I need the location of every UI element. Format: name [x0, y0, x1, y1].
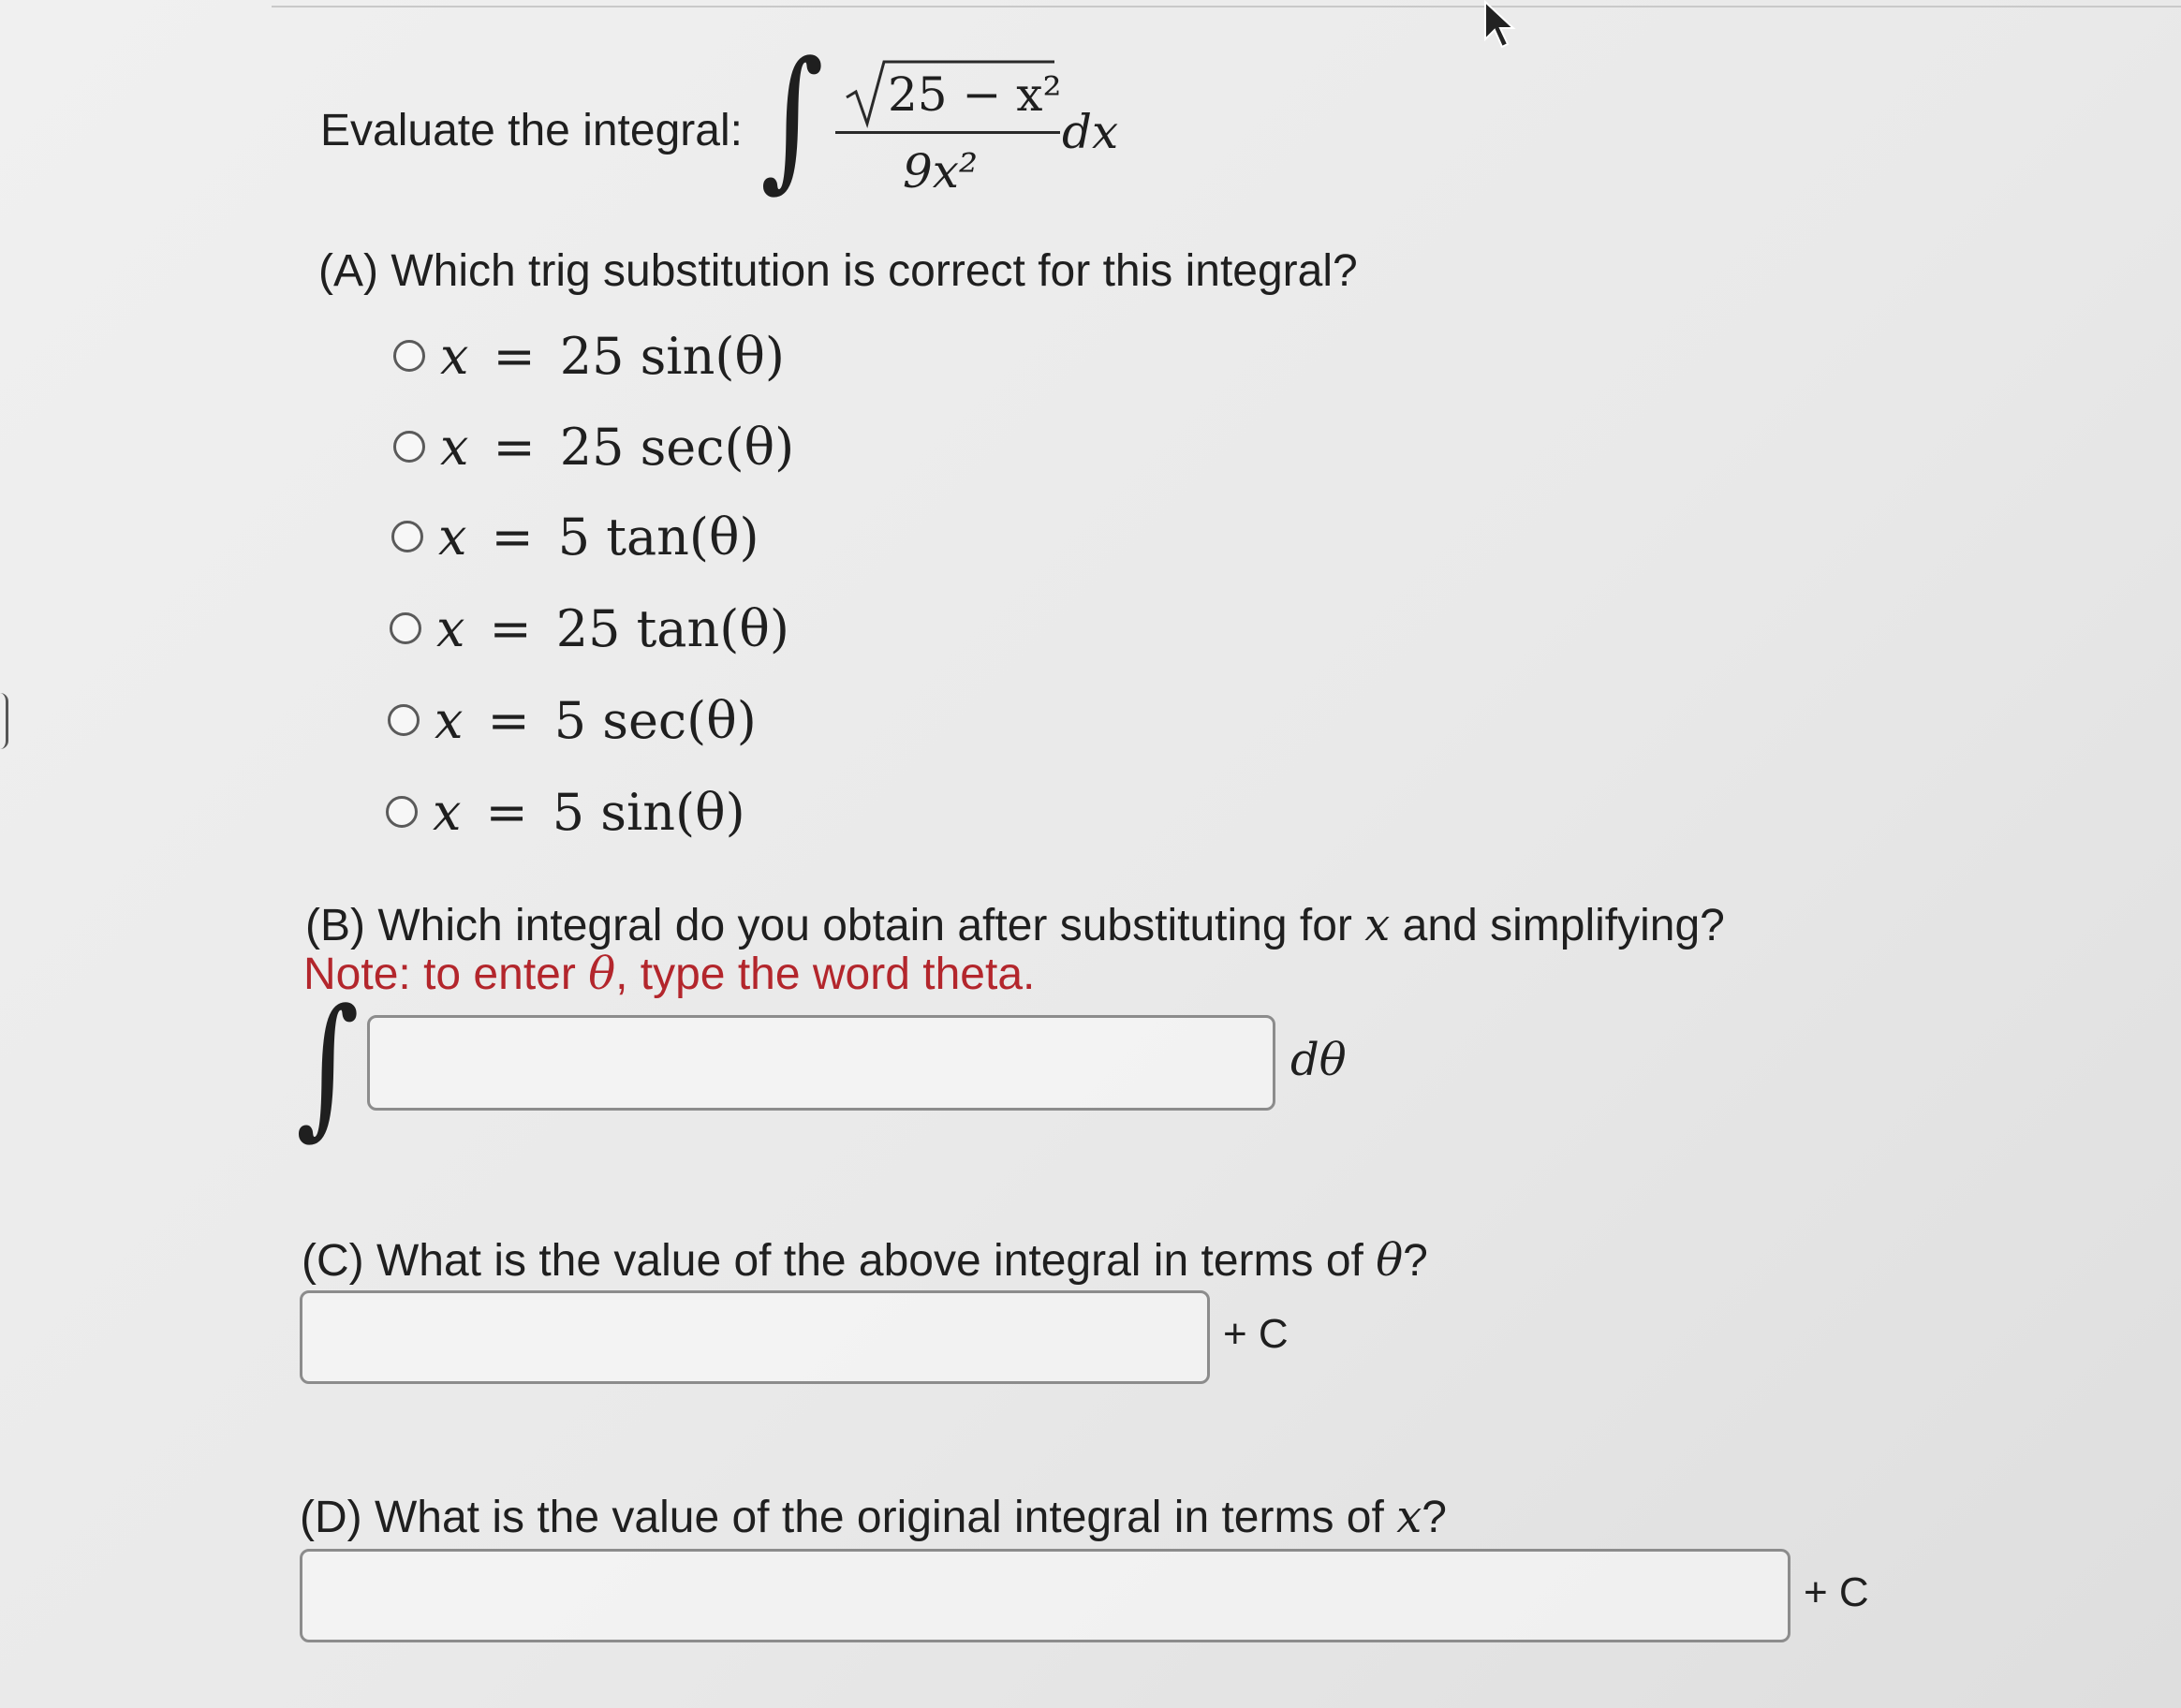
option-lhs: x — [435, 690, 464, 750]
integrand-numerator: 25 − x² — [888, 67, 1062, 122]
part-d-question — [300, 1491, 1447, 1543]
radio-button[interactable] — [390, 612, 421, 644]
option-rhs: 25 sec(θ) — [559, 417, 795, 477]
option-rhs: 25 tan(θ) — [555, 598, 789, 658]
radio-button[interactable] — [386, 796, 418, 828]
option-lhs: x — [440, 326, 469, 386]
integrand-denominator: 9x² — [903, 144, 979, 199]
part-b-integral-sign: ∫ — [296, 976, 360, 1154]
option-eq: = — [485, 782, 528, 842]
option-row[interactable] — [390, 596, 789, 661]
part-d-answer-box[interactable] — [300, 1549, 1790, 1642]
option-eq: = — [493, 326, 536, 386]
part-c-answer-input[interactable] — [302, 1293, 1207, 1381]
option-eq: = — [493, 417, 536, 477]
integral-sign: ∫ — [760, 28, 824, 206]
mouse-cursor-icon — [1481, 0, 1519, 52]
radio-button[interactable] — [393, 340, 425, 372]
option-lhs: x — [440, 417, 469, 477]
option-lhs: x — [436, 598, 465, 658]
option-rhs: 5 sin(θ) — [552, 782, 745, 842]
part-b-suffix: dθ — [1290, 1034, 1347, 1086]
option-lhs: x — [433, 782, 462, 842]
option-rhs: 5 tan(θ) — [557, 507, 759, 567]
part-c-question-start: (C) What is the value of the above integral in terms of — [302, 1236, 1363, 1286]
top-divider — [272, 6, 2181, 7]
option-eq: = — [491, 507, 534, 567]
part-b-note — [303, 948, 1035, 1000]
option-eq: = — [487, 690, 530, 750]
part-d-question-end: ? — [1422, 1493, 1447, 1542]
part-c-question — [302, 1234, 1428, 1287]
part-b-answer-box[interactable] — [367, 1015, 1275, 1111]
radio-button[interactable] — [388, 704, 420, 736]
part-b-answer-input[interactable] — [370, 1018, 1273, 1108]
option-rhs: 5 sec(θ) — [553, 690, 757, 750]
part-d-question-start: (D) What is the value of the original integral in terms of — [300, 1493, 1384, 1542]
option-row[interactable] — [386, 779, 745, 845]
option-lhs: x — [438, 507, 467, 567]
part-b-note-end: , type the word theta. — [615, 950, 1036, 999]
part-c-question-var: θ — [1376, 1234, 1404, 1287]
option-eq: = — [489, 598, 532, 658]
radio-button[interactable] — [391, 521, 423, 552]
part-b-question-end: and simplifying? — [1402, 901, 1725, 950]
part-c-suffix: + C — [1223, 1311, 1289, 1357]
part-c-question-end: ? — [1403, 1236, 1428, 1286]
radio-button[interactable] — [393, 431, 425, 463]
option-row[interactable] — [393, 323, 785, 389]
part-c-answer-box[interactable] — [300, 1290, 1210, 1384]
problem-prompt: Evaluate the integral: — [320, 106, 743, 155]
part-d-answer-input[interactable] — [302, 1552, 1788, 1640]
option-row[interactable] — [388, 687, 757, 753]
integral-differential: dx — [1062, 105, 1119, 159]
page-edge-marker — [0, 693, 8, 749]
part-b-note-var: θ — [588, 948, 616, 1000]
part-d-suffix: + C — [1804, 1569, 1869, 1615]
part-a-question: (A) Which trig substitution is correct for this integral? — [318, 246, 1358, 296]
part-b-question-start: (B) Which integral do you obtain after substituting for — [305, 901, 1352, 950]
option-row[interactable] — [391, 504, 759, 569]
option-row[interactable] — [393, 414, 794, 479]
part-b-note-start: Note: to enter — [303, 950, 576, 999]
part-b-question — [305, 899, 1725, 951]
fraction-bar — [835, 131, 1060, 134]
part-b-question-var: x — [1364, 899, 1391, 951]
part-d-question-var: x — [1396, 1491, 1422, 1543]
option-rhs: 25 sin(θ) — [559, 326, 786, 386]
